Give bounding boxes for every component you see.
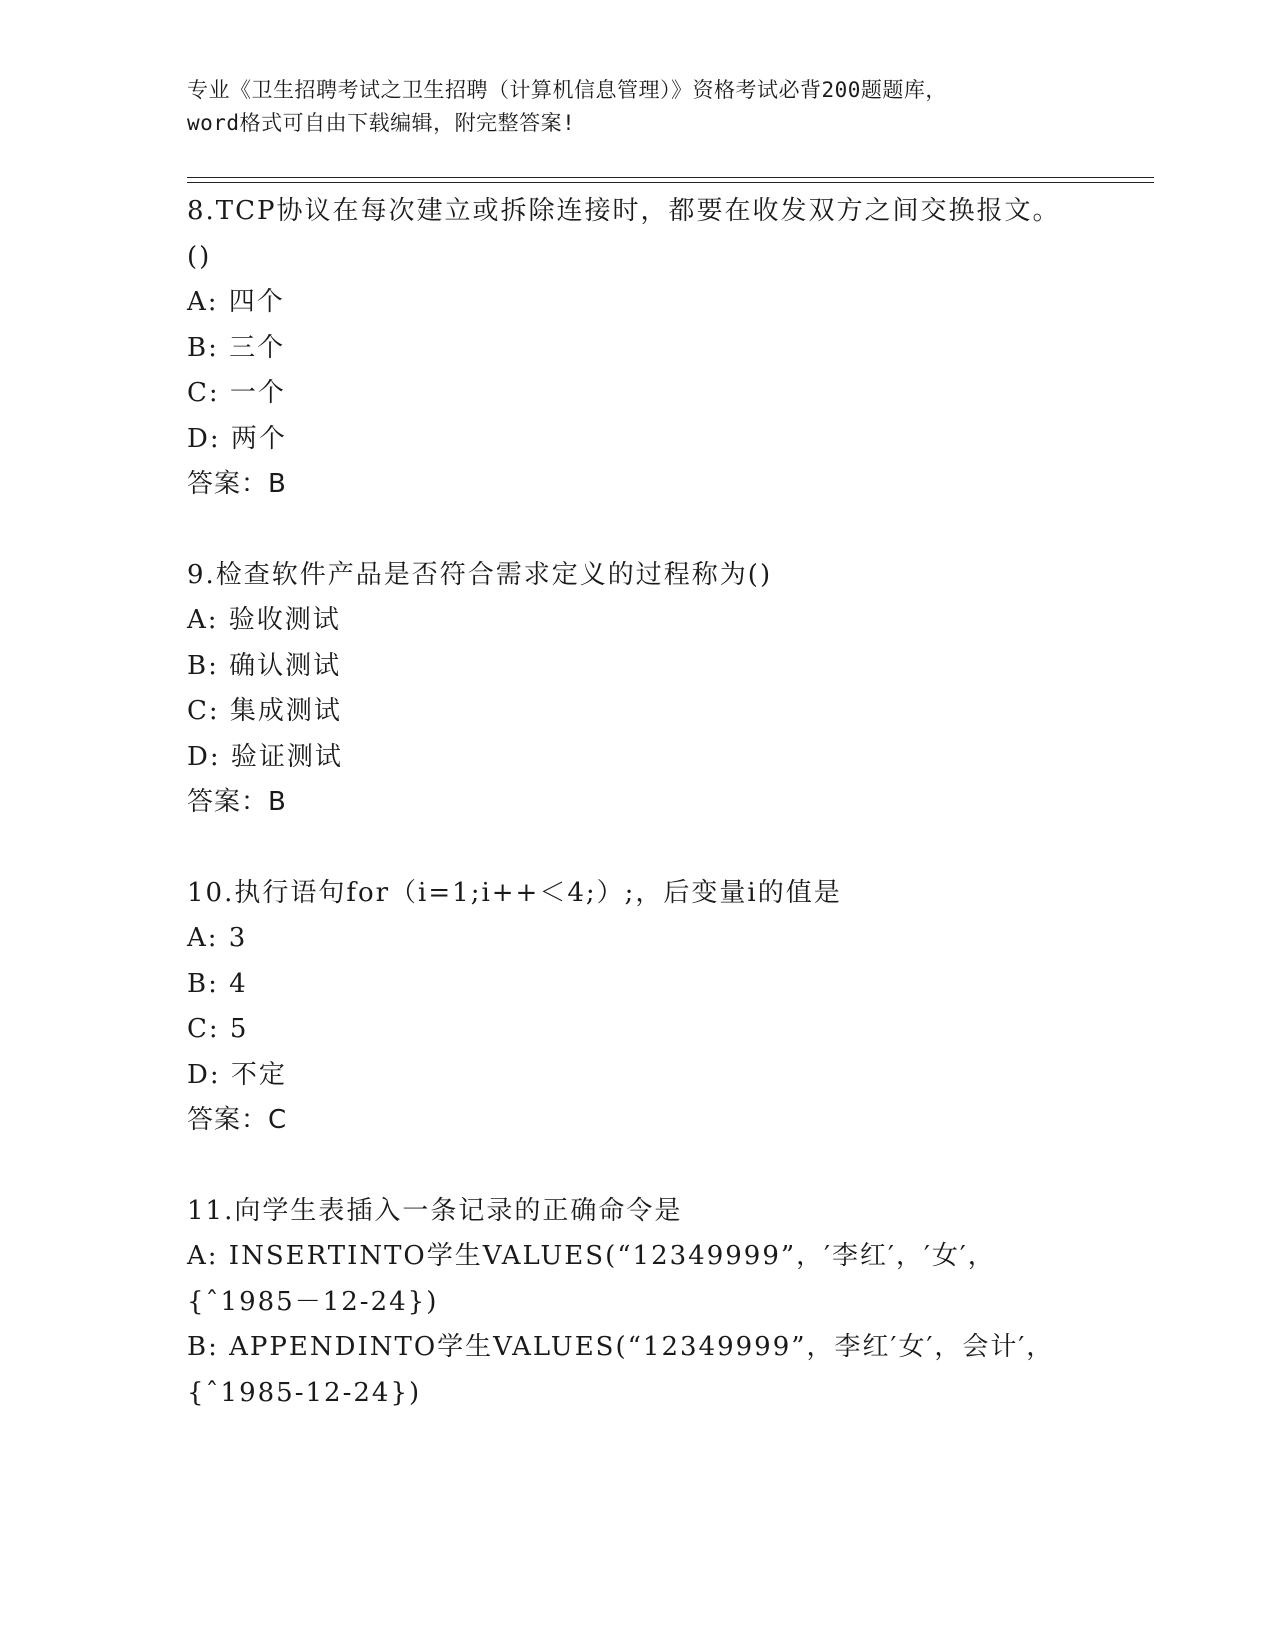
option-b: B: APPENDINTO学生VALUES(“12349999”，李红′女′，会计′，	[187, 1332, 1055, 1362]
question-spacer	[187, 826, 1147, 871]
option-b: B: 4	[187, 968, 248, 999]
question-9	[187, 553, 1147, 826]
question-text: 8.TCP协议在每次建立或拆除连接时，都要在收发双方之间交换报文。	[187, 196, 1061, 226]
option-b-continued: {ˆ1985-12-24})	[187, 1377, 422, 1408]
option-d: D: 两个	[187, 423, 287, 454]
question-list	[187, 189, 1147, 1416]
option-a-continued: {ˆ1985－12-24})	[187, 1286, 439, 1317]
option-c: C: 5	[187, 1014, 249, 1044]
answer-label: 答案：B	[187, 787, 287, 817]
question-spacer	[187, 508, 1147, 553]
option-b: B: 三个	[187, 332, 286, 363]
question-spacer	[187, 1144, 1147, 1189]
option-d: D: 验证测试	[187, 741, 343, 772]
question-text: 11.向学生表插入一条记录的正确命令是	[187, 1195, 683, 1226]
option-a: A: 3	[187, 923, 248, 953]
question-10	[187, 871, 1147, 1144]
header-divider-top	[187, 177, 1154, 178]
option-c: C: 集成测试	[187, 696, 342, 726]
header-title-line-2: word格式可自由下载编辑，附完整答案!	[187, 111, 576, 135]
option-a: A: INSERTINTO学生VALUES(“12349999”，′李红′，′女′，	[187, 1241, 996, 1271]
answer-label: 答案：C	[187, 1105, 288, 1135]
question-text: 10.执行语句for（i=1;i++＜4;）;，后变量i的值是	[187, 877, 842, 908]
question-text: 9.检查软件产品是否符合需求定义的过程称为()	[187, 559, 773, 590]
question-text-continued: ()	[187, 241, 212, 272]
option-b: B: 确认测试	[187, 650, 342, 681]
document-header	[187, 74, 1087, 140]
question-8	[187, 189, 1147, 508]
header-title-line-1: 专业《卫生招聘考试之卫生招聘（计算机信息管理）》资格考试必背200题题库，	[187, 78, 947, 102]
header-divider-bottom	[187, 182, 1154, 183]
option-a: A: 四个	[187, 287, 285, 317]
answer-label: 答案：B	[187, 469, 287, 499]
question-11	[187, 1189, 1147, 1417]
option-c: C: 一个	[187, 378, 286, 408]
option-d: D: 不定	[187, 1059, 287, 1090]
option-a: A: 验收测试	[187, 605, 341, 635]
